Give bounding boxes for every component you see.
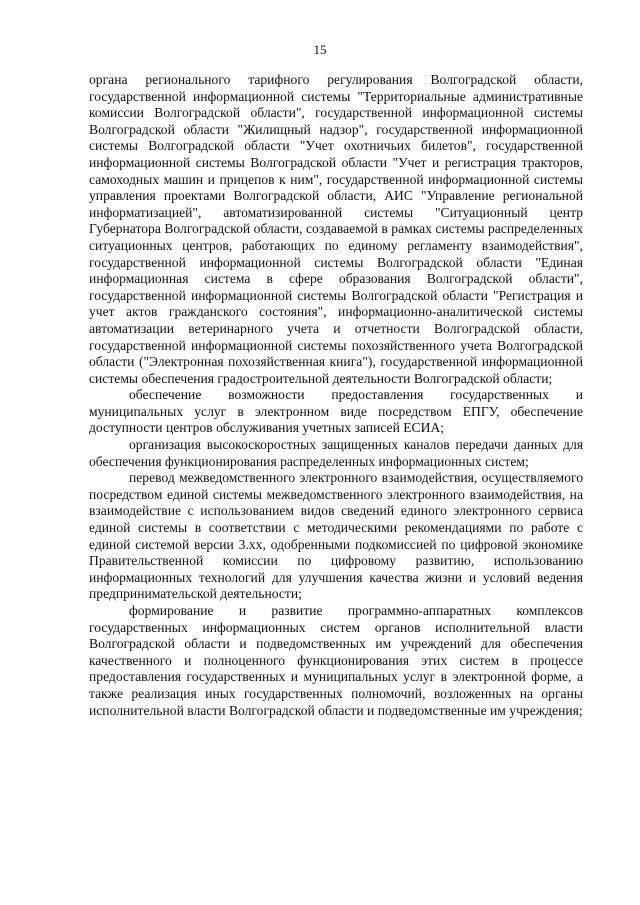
paragraph: формирование и развитие программно-аппаратных комплексов государственных информационных систем органов исполнительной власти Волгоградской области и подведомственных им учреждений для обеспечения качественного и полноценного функционирования этих систем в процессе предоставления государственных и муниципальных услуг в электронной форме, а также реализация иных государственных полномочий, возложенных на органы исполнительной власти Волгоградской области и подведомственные им учреждения; <box>89 603 583 718</box>
paragraph: перевод межведомственного электронного взаимодействия, осуществляемого посредством единой системы межведомственного электронного взаимодействия, на взаимодействие с использованием видов сведений единого электронного сервиса единой системы в соответствии с методическими рекомендациями по работе с единой системой версии 3.хх, одобренными подкомиссией по цифровой экономике Правительственной комиссии по цифровому развитию, использованию информационных технологий для улучшения качества жизни и условий ведения предпринимательской деятельности; <box>89 470 583 602</box>
paragraph-continuation: органа регионального тарифного регулирования Волгоградской области, государственной информационной системы "Территориальные административные комиссии Волгоградской области", государственной информационной системы Волгоградской области "Жилищный надзор", государственной информационной системы Волгоградской области "Учет охотничьих билетов", государственной информационной системы Волгоградской области "Учет и регистрация тракторов, самоходных машин и прицепов к ним", государственной информационной системы управления проектами Волгоградской области, АИС "Управление региональной информатизацией", автоматизированной системы "Ситуационный центр Губернатора Волгоградской области, создаваемой в рамках системы распределенных ситуационных центров, работающих по единому регламенту взаимодействия", государственной информационной системы Волгоградской области "Единая информационная система в сфере образования Волгоградской области", государственной информационной системы Волгоградской области "Регистрация и учет актов гражданского состояния", информационно-аналитической системы автоматизации ветеринарного учета и отчетности Волгоградской области, государственной информационной системы похозяйственного учета Волгоградской области ("Электронная похозяйственная книга"), государственной информационной системы обеспечения градостроительной деятельности Волгоградской области; <box>89 72 583 386</box>
document-body <box>89 72 583 719</box>
page-number: 15 <box>313 42 327 57</box>
paragraph: организация высокоскоростных защищенных каналов передачи данных для обеспечения функционирования распределенных информационных систем; <box>89 437 583 469</box>
paragraph: обеспечение возможности предоставления государственных и муниципальных услуг в электронном виде посредством ЕПГУ, обеспечение доступности центров обслуживания учетных записей ЕСИА; <box>89 387 583 436</box>
